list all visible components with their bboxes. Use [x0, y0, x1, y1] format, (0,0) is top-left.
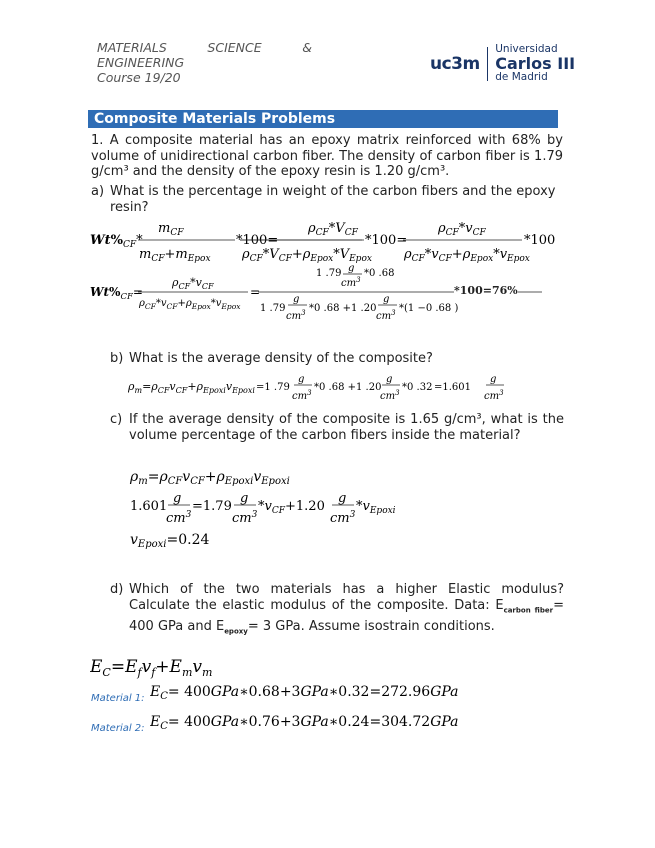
- question-d: [110, 582, 564, 640]
- section-title: Composite Materials Problems: [88, 110, 558, 128]
- svg-text:*0 .68 +1 .20: *0 .68 +1 .20: [314, 382, 382, 393]
- svg-text:*100: *100: [524, 233, 556, 248]
- formula-a-result-value: 100=76%: [459, 284, 518, 297]
- svg-text:g: g: [293, 294, 300, 305]
- question-a-text: What is the percentage in weight of the carbon fibers and the epoxy resin?: [110, 184, 556, 215]
- course-header: [97, 40, 312, 85]
- svg-text:cm3: $cm^3$: [286, 309, 306, 322]
- subscript-carbon-fiber: carbon fiber: [503, 606, 554, 615]
- svg-text:*100=: *100=: [236, 233, 279, 248]
- question-d-text: [129, 582, 564, 640]
- problem-statement: 1. A composite material has an epoxy matrix reinforced with 68% by volume of unidirectional carbon fiber. The density of carbon fiber is 1.79 g/cm³ and the density of the epoxy resin is 1.20 g/cm³.: [91, 133, 563, 179]
- svg-text:cm3: $cm^3$: [232, 510, 258, 526]
- formula-d-rule: [90, 654, 250, 680]
- header-word-materials: MATERIALS: [97, 40, 167, 55]
- svg-text:=1.79: =1.79: [192, 499, 232, 514]
- question-d-text-part3: = 3 GPa. Assume isostrain conditions.: [247, 618, 495, 634]
- formula-d-material-2-result: =304.72: [369, 714, 431, 730]
- formula-d-material-1-result: =272.96: [369, 684, 431, 700]
- university-logo: [430, 44, 575, 83]
- formula-b-result: =1.601: [434, 382, 472, 393]
- formula-a-fractions: [238, 218, 560, 268]
- question-d-text-part2: = 400 GPa and E: [129, 597, 564, 634]
- svg-text:g: g: [383, 294, 390, 305]
- svg-text:vEpoxi=0.24: $v_{Epoxi}=0.24$: [130, 532, 210, 550]
- formula-b: [128, 370, 528, 408]
- svg-text:*vEpoxi: $*v_{Epoxi}$: [356, 499, 396, 516]
- svg-text:cm3: $cm^3$: [292, 389, 312, 402]
- logo-university: Universidad: [495, 43, 558, 55]
- question-c: [110, 412, 564, 443]
- svg-text:mCF: $m_{CF}$: [158, 221, 184, 238]
- svg-text:cm3: $cm^3$: [166, 510, 192, 526]
- logo-city: de Madrid: [495, 71, 548, 83]
- svg-text:ρCF*VCF: $\rho_{CF}*V_{CF}$: [308, 221, 358, 238]
- svg-text:g: g: [298, 374, 305, 385]
- svg-text:cm3: $cm^3$: [380, 389, 400, 402]
- course-year: Course 19/20: [97, 70, 181, 85]
- svg-text:*0 .32: *0 .32: [402, 382, 433, 393]
- svg-text:*100=: *100=: [365, 233, 408, 248]
- header-ampersand: &: [302, 40, 312, 55]
- svg-text:cm3: $cm^3$: [376, 309, 396, 322]
- svg-text:*0 .68: *0 .68: [364, 268, 395, 279]
- formula-c-result: 0.24: [178, 532, 210, 548]
- question-b: [110, 351, 560, 367]
- svg-text:Wt%CF*: $Wt\%_{CF}*$: [90, 233, 143, 250]
- svg-text:cm3: $cm^3$: [341, 276, 361, 289]
- header-word-engineering: ENGINEERING: [97, 55, 185, 70]
- svg-text:g: g: [240, 491, 249, 506]
- svg-text:ρCF*vCF+ρEpox*vEpox: $\rho_{CF}*v_{CF}+\rho_{Epox}*v_{Epox}$: [404, 247, 530, 264]
- header-word-science: SCIENCE: [207, 40, 262, 55]
- svg-text:g: g: [490, 374, 497, 385]
- formula-a-result: *100=76%: [454, 284, 518, 297]
- logo-text: [495, 44, 575, 83]
- svg-text:1.601: 1.601: [130, 499, 168, 514]
- svg-text:Wt%CF=: $Wt\%_{CF}=$: [90, 285, 143, 302]
- question-b-label: b): [110, 351, 124, 366]
- subscript-epoxy: epoxy: [224, 627, 248, 636]
- material-1-label: Material 1:: [91, 693, 145, 704]
- formula-d-material-2: [150, 710, 470, 734]
- svg-text:g: g: [386, 374, 393, 385]
- svg-text:ρm=ρCFvCF+ρEpoxivEpoxi: $\rho_m=\rho_{CF}v_{CF}+\rho_{Epoxi}v_{Epoxi}$: [130, 469, 290, 487]
- svg-text:cm3: $cm^3$: [484, 389, 504, 402]
- svg-text:ρm=ρCFvCF+ρEpoxivEpoxi: $\rho_m=\rho_{CF}v_{CF}+\rho_{Epoxi}v_{Epoxi}$: [128, 380, 255, 395]
- svg-text:EC= 400GPa∗0.76+3GPa∗0.24=304.: $E_C=$ 400GPa∗0.76+3GPa∗0.24=304.72GPa: [150, 714, 459, 732]
- question-c-label: c): [110, 412, 123, 427]
- formula-d-material-1: [150, 680, 470, 704]
- svg-text:mCF+mEpox: $m_{CF}+m_{Epox}$: [139, 247, 211, 264]
- svg-text:ρCF*vCF+ρEpox*vEpox: $\rho_{CF}*v_{CF}+\rho_{Epox}*v_{Epox}$: [139, 298, 241, 311]
- logo-name: Carlos III: [495, 54, 576, 73]
- svg-text:EC= 400GPa∗0.68+3GPa∗0.32=272.: $E_C=$ 400GPa∗0.68+3GPa∗0.32=272.96GPa: [150, 684, 459, 702]
- svg-text:cm3: $cm^3$: [330, 510, 356, 526]
- formula-c: [128, 462, 448, 554]
- logo-divider: [487, 47, 489, 81]
- svg-text:g: g: [348, 263, 355, 274]
- svg-text:EC=Efvf+Emvm: $E_C=E_fv_f+E_mv_m$: [90, 657, 213, 679]
- svg-text:1 .79: 1 .79: [260, 303, 286, 314]
- svg-text:g: g: [338, 491, 347, 506]
- svg-text:ρCF*vCF: $\rho_{CF}*v_{CF}$: [172, 276, 214, 291]
- svg-text:ρCF*vCF: $\rho_{CF}*v_{CF}$: [438, 221, 486, 238]
- svg-text:g: g: [173, 491, 182, 506]
- question-c-text: If the average density of the composite is 1.65 g/cm³, what is the volume percentage of the carbon fibers inside the material?: [129, 412, 564, 443]
- svg-text:*(1 −0 .68 ): *(1 −0 .68 ): [399, 303, 459, 314]
- svg-text:=1 .79: =1 .79: [256, 382, 290, 393]
- material-2-label: Material 2:: [91, 723, 145, 734]
- svg-text:1 .79: 1 .79: [316, 268, 342, 279]
- svg-text:ρCF*VCF+ρEpox*VEpox: $\rho_{CF}*V_{CF}+\rho_{Epox}*V_{Epox}$: [242, 247, 372, 264]
- question-b-text: What is the average density of the composite?: [129, 351, 433, 366]
- svg-text:*0 .68 +1 .20: *0 .68 +1 .20: [309, 303, 377, 314]
- logo-brand: uc3m: [430, 53, 480, 74]
- question-a-label: a): [91, 184, 105, 199]
- svg-text:*vCF+1.20: $*v_{CF}+1.20$: [258, 499, 325, 516]
- svg-text:=: =: [250, 285, 261, 299]
- question-d-label: d): [110, 582, 124, 597]
- question-a: [91, 184, 563, 215]
- question-d-text-part1: Which of the two materials has a higher Elastic modulus? Calculate the elastic modulus of the composite. Data: E: [129, 582, 564, 613]
